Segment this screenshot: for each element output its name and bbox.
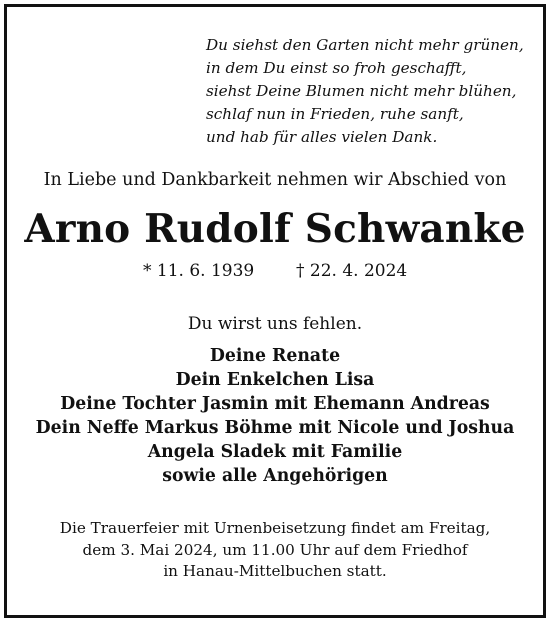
poem-line: schlaf nun in Frieden, ruhe sanft, [206,105,464,123]
deceased-name: Arno Rudolf Schwanke [24,206,526,252]
mourner: Dein Neffe Markus Böhme mit Nicole und Joshua [35,418,515,438]
mourner: Deine Renate [209,346,341,366]
poem-line: in dem Du einst so froh geschafft, [206,59,467,77]
mourner: Deine Tochter Jasmin mit Ehemann Andreas [60,394,490,414]
poem-line: und hab für alles vielen Dank. [206,128,438,146]
service-line: Die Trauerfeier mit Urnenbeisetzung findet am Freitag, [59,519,491,537]
poem-line: Du siehst den Garten nicht mehr grünen, [206,36,524,54]
death-date: † 22. 4. 2024 [296,261,408,281]
service-line: dem 3. Mai 2024, um 11.00 Uhr auf dem Friedhof [82,540,468,559]
mourner: sowie alle Angehörigen [162,466,388,486]
mourner: Angela Sladek mit Familie [147,442,403,462]
poem [206,34,526,149]
intro-text: In Liebe und Dankbarkeit nehmen wir Abschied von [43,170,507,190]
birth-date: * 11. 6. 1939 [143,261,255,281]
service-info [0,518,550,583]
poem-line: siehst Deine Blumen nicht mehr blühen, [206,82,517,100]
farewell-text: Du wirst uns fehlen. [187,314,363,334]
service-line: in Hanau-Mittelbuchen statt. [163,562,387,580]
mourners-list [0,344,550,488]
mourner: Dein Enkelchen Lisa [175,370,375,390]
